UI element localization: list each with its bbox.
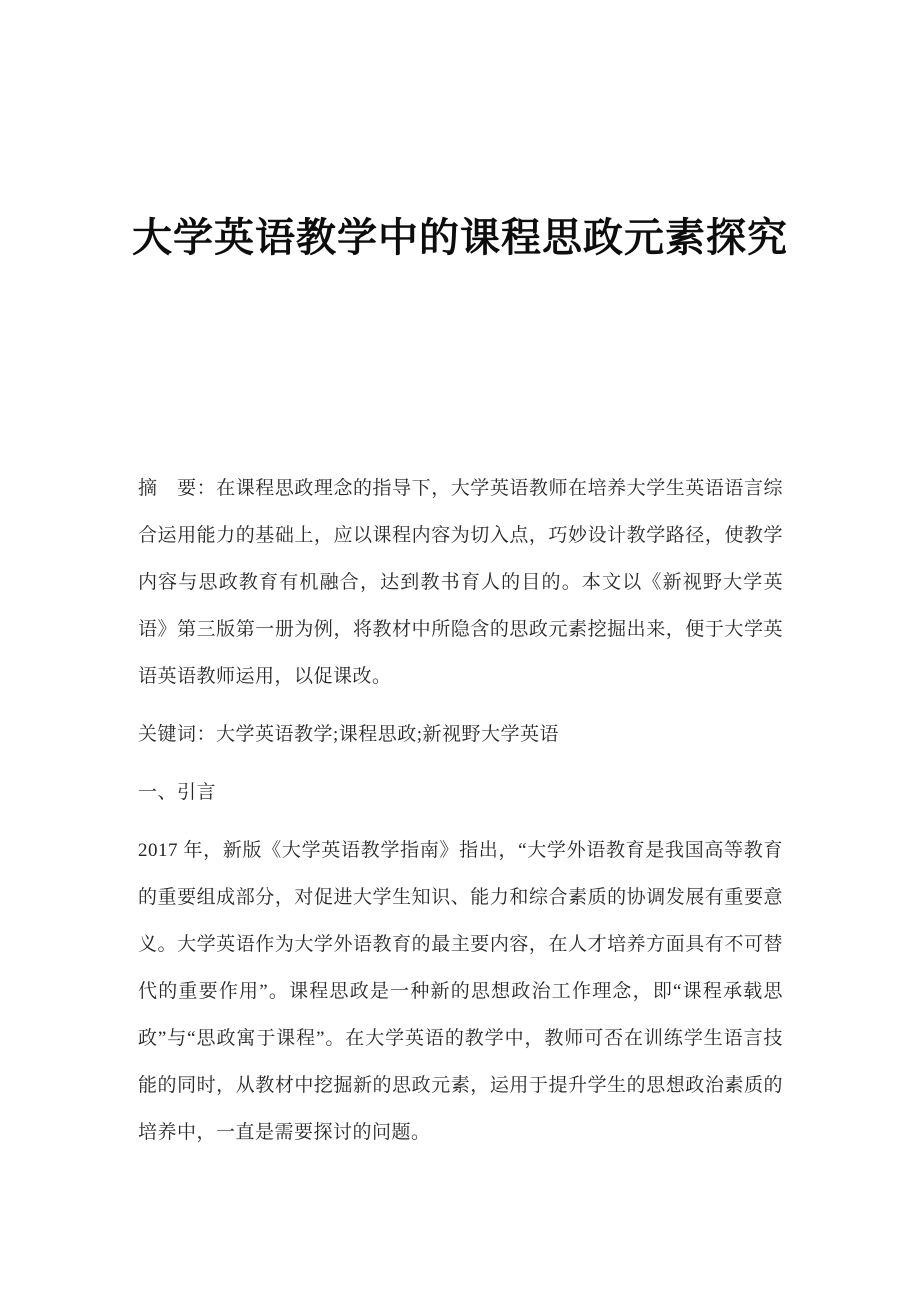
introduction-paragraph: 2017 年，新版《大学英语教学指南》指出，“大学外语教育是我国高等教育的重要组成部分，对促进大学生知识、能力和综合素质的协调发展有重要意义。大学英语作为大学外语教育的最主要内容，在人才培养方面具有不可替代的重要作用”。课程思政是一种新的思想政治工作理念，即“课程承载思政”与“思政寓于课程”。在大学英语的教学中，教师可否在训练学生语言技能的同时，从教材中挖掘新的思政元素，运用于提升学生的思想政治素质的培养中，一直是需要探讨的问题。 [138,840,783,1143]
keywords-line: 关键词：大学英语教学;课程思政;新视野大学英语 [138,724,560,745]
section-heading-introduction: 一、引言 [138,782,217,803]
document-title: 大学英语教学中的课程思政元素探究 [132,215,788,260]
document-body [138,465,783,1156]
abstract-paragraph: 摘 要：在课程思政理念的指导下，大学英语教师在培养大学生英语语言综合运用能力的基础上，应以课程内容为切入点，巧妙设计教学路径，使教学内容与思政教育有机融合，达到教书育人的目的。本文以《新视野大学英语》第三版第一册为例，将教材中所隐含的思政元素挖掘出来，便于大学英语英语教师运用，以促课改。 [138,478,783,687]
